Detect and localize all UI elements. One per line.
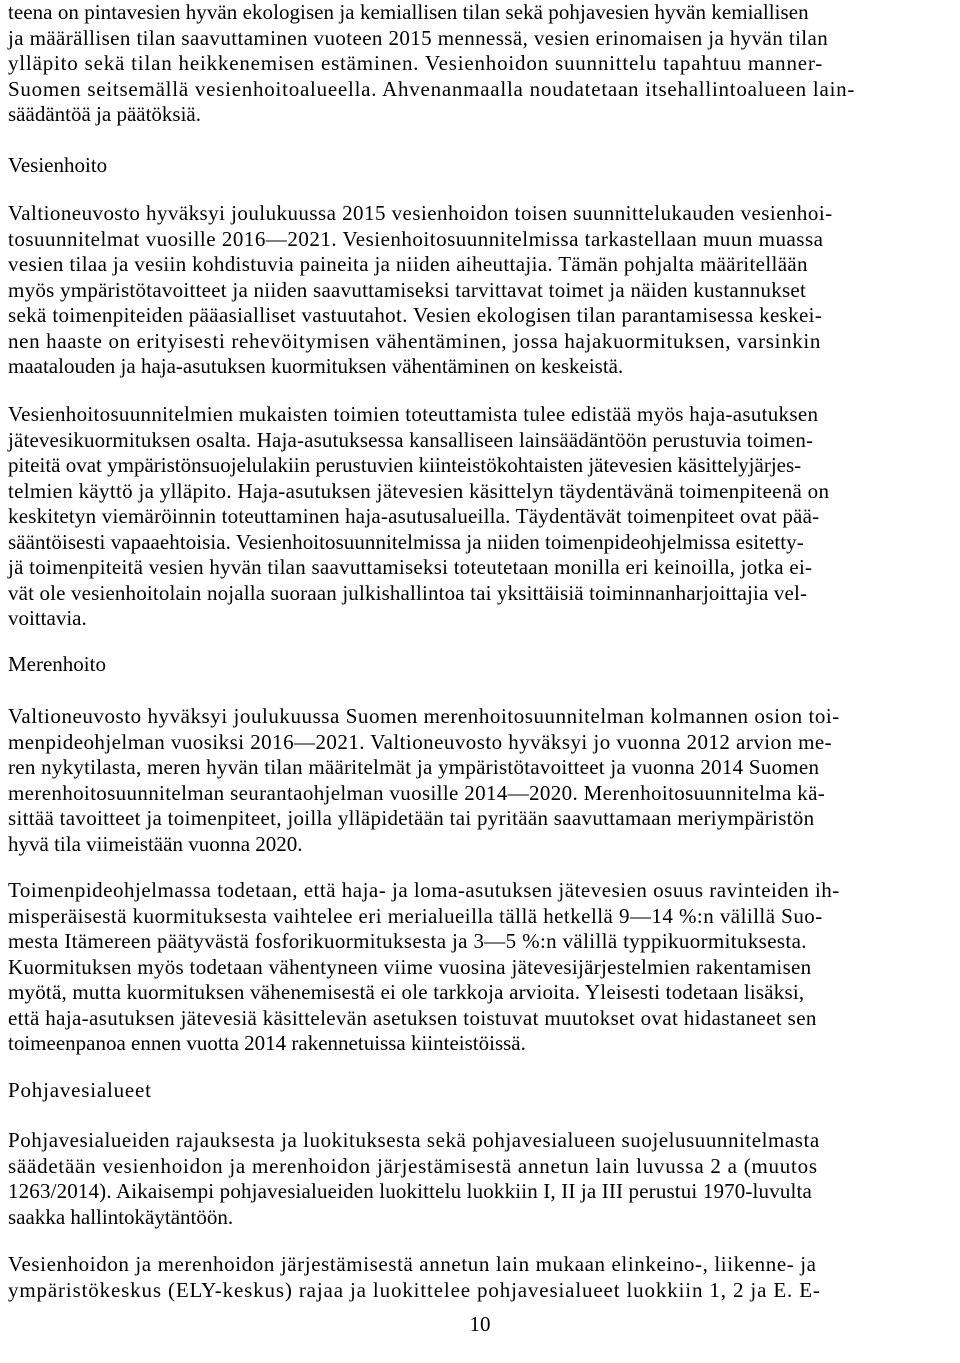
text-line: piteitä ovat ympäristönsuojelulakiin perustuvien kiinteistökohtaisten jätevesien käsittelyjärjes- — [8, 453, 802, 477]
text-line: telmien käyttö ja ylläpito. Haja-asutuksen jätevesien käsittelyn täydentävänä toimenpiteenä on — [8, 478, 830, 503]
paragraph-vesienhoito-1 — [8, 201, 833, 380]
text-line: hyvä tila viimeistään vuonna 2020. — [8, 831, 303, 856]
text-line: Pohjavesialueiden rajauksesta ja luokituksesta sekä pohjavesialueen suojelusuunnitelmasta — [8, 1128, 820, 1152]
text-line: sääntöisesti vapaaehtoisia. Vesienhoitosuunnitelmissa ja niiden toimenpideohjelmissa esitetty- — [8, 529, 804, 554]
paragraph-pohjavesialueet-2 — [8, 1252, 821, 1303]
text-line: toimeenpanoa ennen vuotta 2014 rakennetuissa kiinteistöissä. — [8, 1031, 526, 1055]
text-line: saakka hallintokäytäntöön. — [8, 1204, 234, 1229]
text-line: teena on pintavesien hyvän ekologisen ja kemiallisen tilan sekä pohjavesien hyvän kemiallisen — [8, 0, 809, 24]
text-line: Valtioneuvosto hyväksyi joulukuussa Suomen merenhoitosuunnitelman kolmannen osion toi- — [8, 704, 840, 728]
text-line: voittavia. — [8, 606, 87, 630]
text-line: että haja-asutuksen jätevesiä käsittelevän asetuksen toistuvat muutokset ovat hidastaneet sen — [8, 1005, 817, 1030]
text-line: ympäristökeskus (ELY-keskus) rajaa ja luokittelee pohjavesialueet luokkiin 1, 2 ja E. E- — [8, 1277, 821, 1302]
text-line: maatalouden ja haja-asutuksen kuormituksen vähentäminen on keskeistä. — [8, 354, 624, 378]
text-line: Vesienhoitosuunnitelmien mukaisten toimien toteuttamista tulee edistää myös haja-asutuksen — [8, 402, 819, 426]
text-line: säädetään vesienhoidon ja merenhoidon järjestämisestä annetun lain luvussa 2 a (muutos — [8, 1153, 818, 1178]
text-line: vesien tilaa ja vesiin kohdistuvia paineita ja niiden aiheuttajia. Tämän pohjalta määritellään — [8, 252, 808, 276]
section-heading-pohjavesialueet: Pohjavesialueet — [8, 1078, 152, 1102]
paragraph-merenhoito-1 — [8, 704, 840, 857]
page-number: 10 — [469, 1312, 491, 1336]
text-line: sekä toimenpiteiden pääasialliset vastuutahot. Vesien ekologisen tilan parantamisessa keskei- — [8, 303, 823, 327]
text-line: mesta Itämereen päätyvästä fosforikuormituksesta ja 3—5 %:n välillä typpikuormituksesta. — [8, 929, 807, 953]
text-line: vät ole vesienhoitolain nojalla suoraan julkishallintoa tai yksittäisiä toiminnanharjoittajia vel- — [8, 580, 808, 605]
text-line: Valtioneuvosto hyväksyi joulukuussa 2015 vesienhoidon toisen suunnittelukauden vesienhoi- — [8, 201, 833, 225]
paragraph-pohjavesialueet-1 — [8, 1128, 820, 1230]
text-line: myötä, mutta kuormituksen vähenemisestä ei ole tarkkoja arvioita. Yleisesti todetaan lisäksi, — [8, 980, 805, 1004]
text-line: Vesienhoidon ja merenhoidon järjestämisestä annetun lain mukaan elinkeino-, liikenne- ja — [8, 1252, 817, 1276]
text-line: Toimenpideohjelmassa todetaan, että haja- ja loma-asutuksen jätevesien osuus ravinteiden ih- — [8, 878, 840, 902]
text-line: Suomen seitsemällä vesienhoitoalueella. Ahvenanmaalla noudatetaan itsehallintoalueen lain- — [8, 76, 856, 101]
text-line: misperäisestä kuormituksesta vaihtelee eri merialueilla tällä hetkellä 9—14 %:n välillä Suo- — [8, 903, 823, 928]
text-line: merenhoitosuunnitelman seurantaohjelman vuosille 2014—2020. Merenhoitosuunnitelma kä- — [8, 780, 826, 805]
text-line: ja määrällisen tilan saavuttaminen vuoteen 2015 mennessä, vesien erinomaisen ja hyvän tilan — [8, 25, 829, 50]
text-line: ren nykytilasta, meren hyvän tilan määritelmät ja ympäristötavoitteet ja vuonna 2014 Suomen — [8, 755, 820, 779]
text-line: säädäntöä ja päätöksiä. — [8, 102, 201, 126]
text-line: 1263/2014). Aikaisempi pohjavesialueiden luokittelu luokkiin I, II ja III perustui 1970-luvulta — [8, 1179, 812, 1203]
text-line: jätevesikuormituksen osalta. Haja-asutuksessa kansalliseen lainsäädäntöön perustuvia toimen- — [8, 427, 814, 452]
text-line: sittää tavoitteet ja toimenpiteet, joilla ylläpidetään tai pyritään saavuttamaan meriympäristön — [8, 806, 815, 830]
text-line: ylläpito sekä tilan heikkenemisen estäminen. Vesienhoidon suunnittelu tapahtuu manner- — [8, 51, 824, 75]
text-line: menpideohjelman vuosiksi 2016—2021. Valtioneuvosto hyväksyi jo vuonna 2012 arvion me- — [8, 729, 833, 754]
text-line: jä toimenpiteitä vesien hyvän tilan saavuttamiseksi toteutetaan monilla eri keinoilla, jotka ei- — [8, 555, 813, 579]
paragraph-intro — [8, 0, 855, 128]
paragraph-vesienhoito-2 — [8, 402, 829, 632]
text-line: nen haaste on erityisesti rehevöitymisen vähentäminen, jossa hajakuormituksen, varsinkin — [8, 328, 822, 353]
section-heading-merenhoito: Merenhoito — [8, 652, 106, 676]
section-heading-vesienhoito: Vesienhoito — [8, 153, 108, 177]
text-line: tosuunnitelmat vuosille 2016—2021. Vesienhoitosuunnitelmissa tarkastellaan muun muassa — [8, 226, 824, 251]
text-line: keskitetyn viemäröinnin toteuttaminen haja-asutusalueilla. Täydentävät toimenpiteet ovat pää- — [8, 504, 820, 528]
text-line: Kuormituksen myös todetaan vähentyneen viime vuosina jätevesijärjestelmien rakentamisen — [8, 954, 812, 979]
text-line: myös ympäristötavoitteet ja niiden saavuttamiseksi tarvittavat toimet ja näiden kustannukset — [8, 277, 807, 302]
paragraph-merenhoito-2 — [8, 878, 840, 1057]
